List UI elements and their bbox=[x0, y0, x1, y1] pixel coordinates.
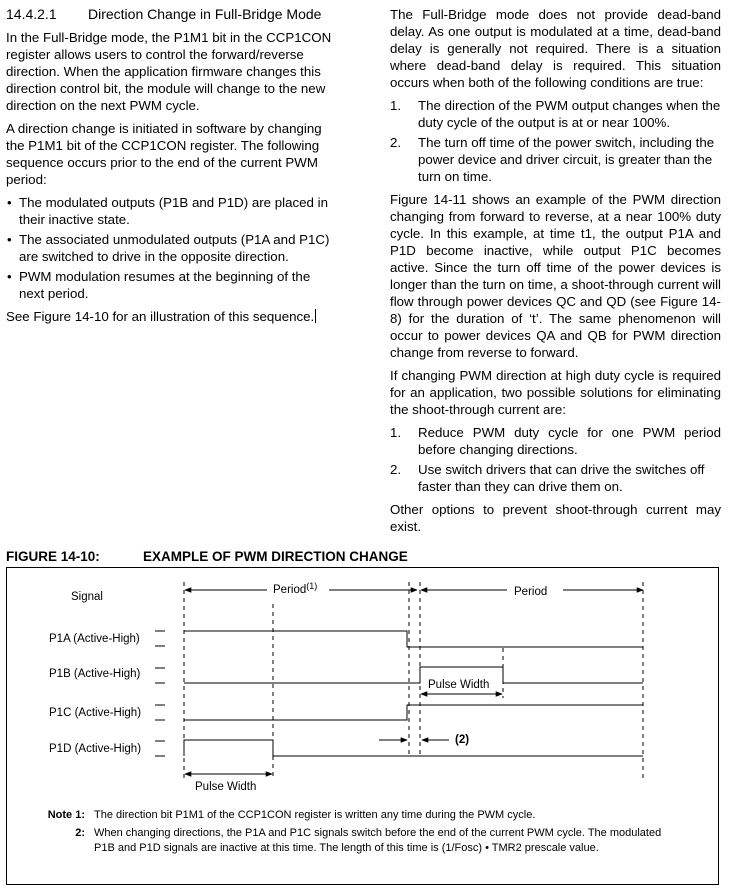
left-column bbox=[6, 6, 338, 331]
section-title: Direction Change in Full-Bridge Mode bbox=[88, 6, 322, 22]
note-item bbox=[7, 808, 720, 823]
note-text: When changing directions, the P1A and P1C signals switch before the end of the current PWM cycle. The modulated P1B and P1D signals are inactive at this time. The length of this time is (1/Fosc) • TMR2 prescale value. bbox=[94, 827, 662, 854]
section-heading bbox=[6, 6, 338, 23]
text-cursor bbox=[315, 309, 316, 323]
signal-label-p1c: P1C (Active-High) bbox=[49, 707, 142, 719]
figure-box bbox=[6, 567, 719, 885]
paragraph: A direction change is initiated in software by changing the P1M1 bit of the CCP1CON register. The following sequence occurs prior to the end of the current PWM period: bbox=[6, 121, 322, 187]
note-text: The direction bit P1M1 of the CCP1CON register is written any time during the PWM cycle. bbox=[94, 809, 536, 821]
list-item-text: Reduce PWM duty cycle for one PWM period before changing directions. bbox=[418, 425, 721, 457]
signal-header: Signal bbox=[71, 591, 103, 603]
level-ticks bbox=[155, 631, 165, 756]
note-item bbox=[7, 826, 720, 856]
list-item-text: Use switch drivers that can drive the switches off faster than they can drive them on. bbox=[418, 462, 705, 494]
bullet-marker: • bbox=[7, 195, 12, 210]
bullet-marker: • bbox=[7, 269, 12, 284]
list-item bbox=[390, 461, 721, 495]
note2-reference: (2) bbox=[455, 734, 470, 746]
list-item bbox=[390, 424, 721, 458]
figure-label: FIGURE 14-10: bbox=[6, 549, 100, 564]
paragraph-text: See Figure 14-10 for an illustration of this sequence. bbox=[6, 309, 315, 324]
signal-label-p1d: P1D (Active-High) bbox=[49, 743, 142, 755]
p1c-waveform bbox=[184, 705, 643, 720]
pulse-width-label-p1d: Pulse Width bbox=[195, 781, 257, 793]
list-item-text: The turn off time of the power switch, including the power device and driver circuit, is greater than the turn on time. bbox=[418, 135, 715, 184]
list-item bbox=[6, 194, 338, 228]
figure-title bbox=[6, 549, 408, 564]
list-item-text: The direction of the PWM output changes when the duty cycle of the output is at or near 100%. bbox=[418, 98, 721, 130]
list-item-text: The modulated outputs (P1B and P1D) are placed in their inactive state. bbox=[19, 195, 328, 227]
p1b-waveform bbox=[184, 667, 643, 683]
list-item bbox=[6, 231, 338, 265]
signal-label-p1b: P1B (Active-High) bbox=[49, 668, 141, 680]
list-number: 1. bbox=[390, 425, 402, 440]
note-label: 2: bbox=[75, 827, 85, 839]
time-markers bbox=[184, 582, 643, 780]
pulse-width-label-p1b: Pulse Width bbox=[428, 679, 490, 691]
list-item bbox=[390, 97, 721, 131]
paragraph: The Full-Bridge mode does not provide dead-band delay. As one output is modulated at a time, dead-band delay is generally not required. There is a situation where dead-band delay is required. This situation occurs when both of the following conditions are true: bbox=[390, 7, 721, 90]
period-1-label: Period$^{(1)}$ bbox=[273, 581, 318, 596]
bullet-list bbox=[6, 194, 338, 302]
numbered-list bbox=[390, 97, 721, 185]
paragraph bbox=[6, 308, 338, 325]
list-number: 2. bbox=[390, 462, 402, 477]
list-number: 1. bbox=[390, 98, 402, 113]
figure-caption: EXAMPLE OF PWM DIRECTION CHANGE bbox=[143, 549, 408, 564]
period-2-label: Period bbox=[514, 586, 548, 598]
list-number: 2. bbox=[390, 135, 402, 150]
list-item bbox=[6, 268, 338, 302]
signal-label-p1a: P1A (Active-High) bbox=[49, 633, 140, 645]
p1a-waveform bbox=[184, 631, 643, 647]
paragraph: If changing PWM direction at high duty cycle is required for an application, two possible solutions for eliminating the shoot-through current are: bbox=[390, 368, 721, 417]
figure-notes bbox=[7, 808, 720, 859]
right-column bbox=[390, 6, 721, 541]
numbered-list bbox=[390, 424, 721, 495]
paragraph: Figure 14-11 shows an example of the PWM direction changing from forward to reverse, at a near 100% duty cycle. In this example, at time t1, the output P1A and P1D become inactive, while output P1C becomes active. Since the turn off time of the power devices is longer than the turn on time, a shoot-through current will flow through power devices QC and QD (see Figure 14-8) for the duration of ‘t’. The same phenomenon will occur to power devices QA and QB for PWM direction change from reverse to forward. bbox=[390, 192, 721, 360]
paragraph: Other options to prevent shoot-through current may exist. bbox=[390, 502, 721, 534]
list-item bbox=[390, 134, 721, 185]
p1d-waveform bbox=[184, 740, 643, 756]
paragraph: In the Full-Bridge mode, the P1M1 bit in the CCP1CON register allows users to control the forward/reverse direction. When the application firmware changes this direction control bit, the module will change to the new direction on the next PWM cycle. bbox=[6, 30, 332, 113]
list-item-text: PWM modulation resumes at the beginning of the next period. bbox=[19, 269, 311, 301]
section-number: 14.4.2.1 bbox=[6, 6, 57, 22]
list-item-text: The associated unmodulated outputs (P1A and P1C) are switched to drive in the opposite direction. bbox=[19, 232, 330, 264]
note-label: Note 1: bbox=[47, 809, 85, 821]
bullet-marker: • bbox=[7, 232, 12, 247]
